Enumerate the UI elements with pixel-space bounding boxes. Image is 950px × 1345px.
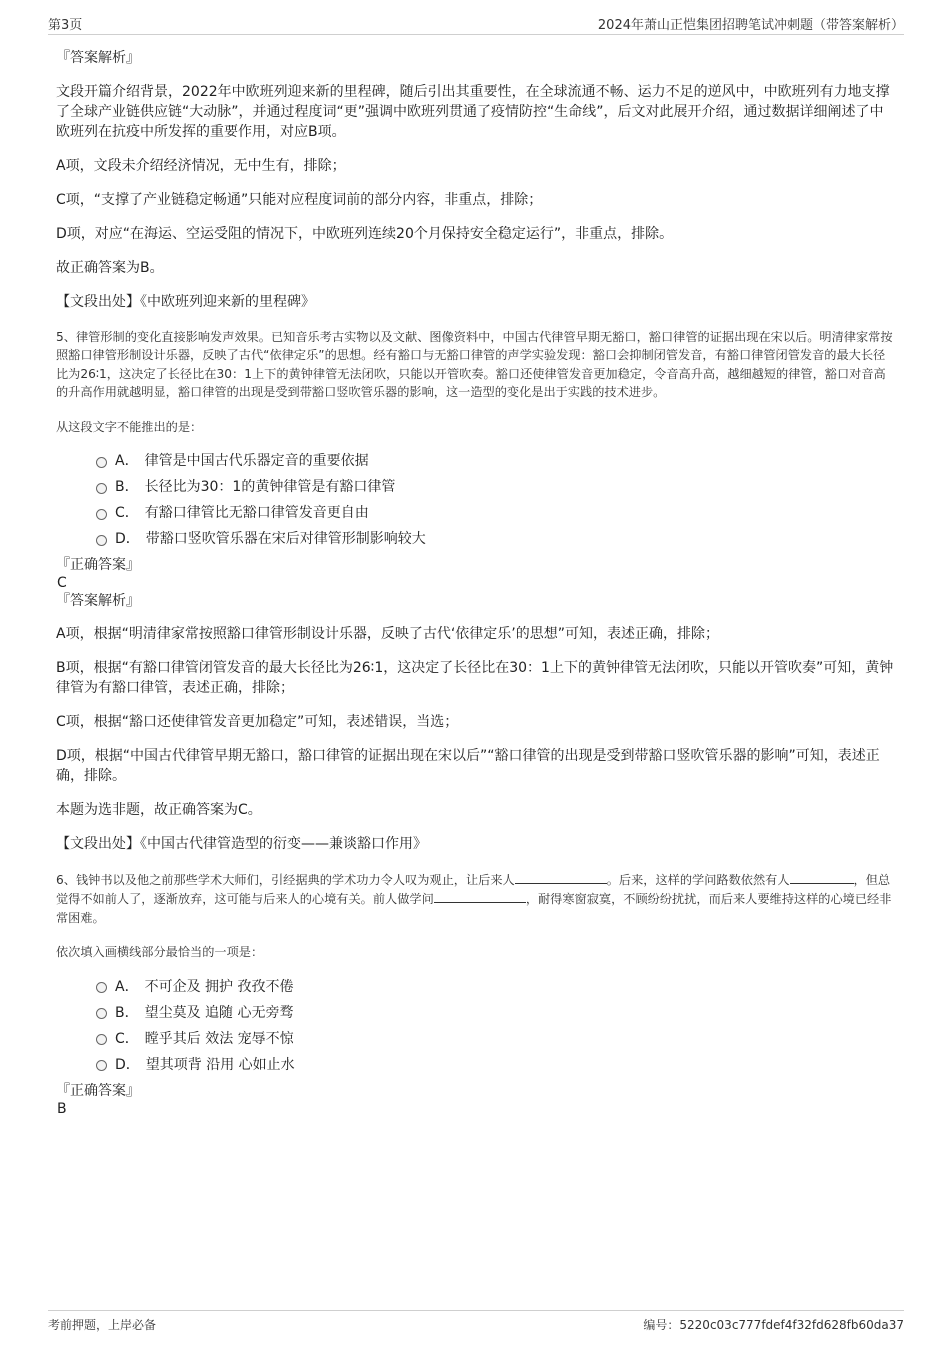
document-code: 编号：5220c03c777fdef4f32fd628fb60da37 [643,1318,904,1332]
q4-analysis-intro: 文段开篇介绍背景，2022年中欧班列迎来新的里程碑，随后引出其重要性，在全球流通不畅、运力不足的逆风中，中欧班列有力地支撑了全球产业链供应链“大动脉”，并通过程度词“更”强调中欧班列贯通了疫情防控“生命线”，后文对此展开介绍，通过数据详细阐述了中欧班列在抗疫中所发挥的重要作用，对应B项。 [56,84,890,140]
q6-options [96,976,896,1080]
q4-analysis-c: C项，“支撑了产业链稳定畅通”只能对应程度词前的部分内容，非重点，排除； [56,192,543,208]
page-header [48,12,904,35]
q5-analysis-d: D项，根据“中国古代律管早期无豁口，豁口律管的证据出现在宋以后”“豁口律管的出现是受到带豁口竖吹管乐器的影响”可知，表述正确，排除。 [56,748,880,785]
q6-option-b[interactable]: B． 望尘莫及 追随 心无旁骛 [96,1002,896,1028]
q5-answer-label: 『正确答案』 [56,557,140,574]
q5-prompt: 从这段文字不能推出的是： [56,419,203,434]
q4-analysis-label: 『答案解析』 [56,50,140,66]
radio-icon[interactable] [96,1060,107,1071]
fill-blank-2[interactable] [790,870,854,884]
fill-blank-3[interactable] [434,889,526,903]
radio-icon[interactable] [96,457,107,468]
q5-stem: 5、律管形制的变化直接影响发声效果。已知音乐考古实物以及文献、图像资料中，中国古代律管早期无豁口，豁口律管的证据出现在宋以后。明清律家常按照豁口律管形制设计乐器，反映了古代“依律定乐”的思想。经有豁口与无豁口律管的声学实验发现：豁口会抑制闭管发音，有豁口律管闭管发音的最大长径比为26∶1，这决定了长径比在30：1上下的黄钟律管无法闭吹，只能以开管吹奏。豁口还使律管发音更加稳定，令音高升高，越细越短的律管，豁口对音高的升高作用就越明显，豁口律管的出现是受到带豁口竖吹管乐器的影响，这一造型的变化是出于实践的技术进步。 [56,330,893,400]
q5-analysis-label: 『答案解析』 [56,593,140,610]
q5-option-b[interactable]: B． 长径比为30：1的黄钟律管是有豁口律管 [96,476,896,502]
radio-icon[interactable] [96,509,107,520]
q5-source: 【文段出处】《中国古代律管造型的衍变——兼谈豁口作用》 [56,836,427,853]
q5-conclusion: 本题为选非题，故正确答案为C。 [56,802,262,819]
q6-prompt: 依次填入画横线部分最恰当的一项是： [56,945,264,960]
q6-option-a[interactable]: A． 不可企及 拥护 孜孜不倦 [96,976,896,1002]
q4-analysis-d: D项，对应“在海运、空运受阻的情况下，中欧班列连续20个月保持安全稳定运行”，非重点，排除。 [56,226,674,242]
q6-option-d[interactable]: D． 望其项背 沿用 心如止水 [96,1054,896,1080]
q6-answer: B [57,1100,67,1117]
q5-option-c[interactable]: C． 有豁口律管比无豁口律管发音更自由 [96,502,896,528]
q5-option-a[interactable]: A． 律管是中国古代乐器定音的重要依据 [96,450,896,476]
q5-analysis-b: B项，根据“有豁口律管闭管发音的最大长径比为26∶1，这决定了长径比在30：1上下的黄钟律管无法闭吹，只能以开管吹奏”可知，黄钟律管为有豁口律管，表述正确，排除； [56,660,894,697]
q6-option-c[interactable]: C． 瞠乎其后 效法 宠辱不惊 [96,1028,896,1054]
q5-analysis-c: C项，根据“豁口还使律管发音更加稳定”可知，表述错误，当选； [56,714,459,731]
q6-stem: 6、钱钟书以及他之前那些学术大师们，引经据典的学术功力令人叹为观止，让后来人 。后来，这样的学问路数依然有人 ，但总觉得不如前人了，逐渐放弃，这可能与后来人的心境有关。前人做学问 ，耐得寒窗寂寞，不顾纷纷扰扰，而后来人要维持这样的心境已经非常困难。 [56,870,896,927]
q4-conclusion: 故正确答案为B。 [56,260,164,276]
fill-blank-1[interactable] [515,870,607,884]
radio-icon[interactable] [96,982,107,993]
radio-icon[interactable] [96,535,107,546]
main-content [56,44,896,1118]
q5-option-d[interactable]: D． 带豁口竖吹管乐器在宋后对律管形制影响较大 [96,528,896,554]
q5-answer: C [57,575,67,592]
page-number: 第3页 [48,18,83,33]
radio-icon[interactable] [96,483,107,494]
radio-icon[interactable] [96,1008,107,1019]
q6-answer-label: 『正确答案』 [56,1082,140,1099]
footer-slogan: 考前押题，上岸必备 [48,1318,157,1332]
document-title: 2024年萧山正恺集团招聘笔试冲刺题（带答案解析） [597,18,904,33]
q4-analysis-a: A项，文段未介绍经济情况，无中生有，排除； [56,158,346,174]
page-footer [48,1310,904,1335]
q5-options [96,450,896,554]
radio-icon[interactable] [96,1034,107,1045]
q4-source: 【文段出处】《中欧班列迎来新的里程碑》 [56,294,315,310]
q5-analysis-a: A项，根据“明清律家常按照豁口律管形制设计乐器，反映了古代‘依律定乐’的思想”可知，表述正确，排除； [56,626,719,643]
